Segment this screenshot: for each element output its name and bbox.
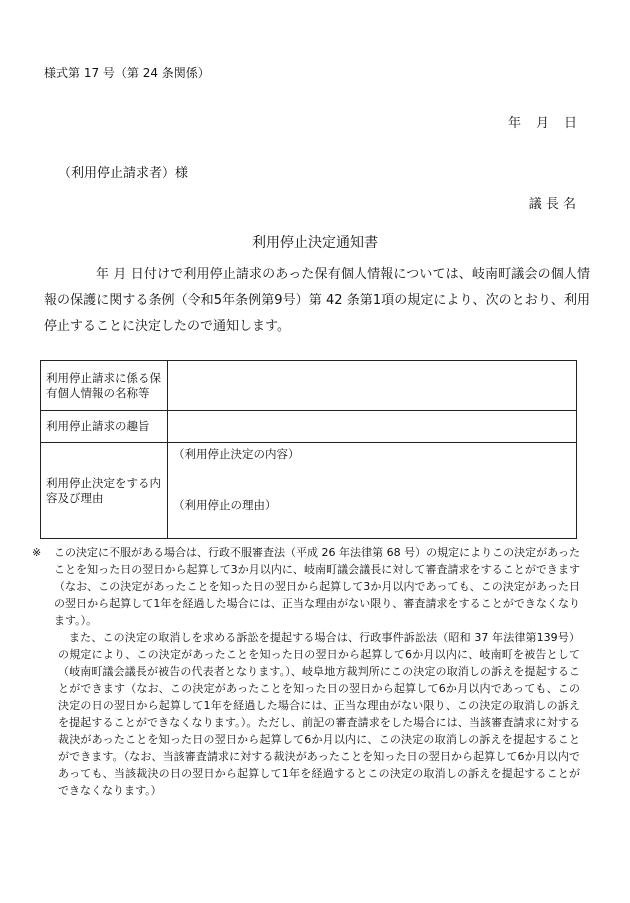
requester-name: （利用停止請求者）様 bbox=[58, 166, 189, 181]
row-label-info-name: 利用停止請求に係る保有個人情報の名称等 bbox=[41, 361, 168, 411]
form-number: 様式第 17 号（第 24 条関係） bbox=[44, 66, 210, 80]
table-row bbox=[41, 411, 577, 443]
chair-name: 議 長 名 bbox=[528, 197, 576, 212]
row-label-purpose: 利用停止請求の趣旨 bbox=[41, 411, 168, 443]
date-line: 年 月 日 bbox=[507, 116, 578, 131]
document-title: 利用停止決定通知書 bbox=[252, 235, 378, 251]
table-row bbox=[41, 361, 577, 411]
notes-section bbox=[32, 544, 580, 799]
note-lawsuit: また、この決定の取消しを求める訴訟を提起する場合は、行政事件訴訟法（昭和 37 年法律第139号）の規定により、この決定があったことを知った日の翌日から起算して6か月以内に、岐南町を被告として（岐南町議会議長が被告の代表者となります。）、岐阜地方裁判所にこの決定の取消しの訴えを提起することができます（なお、この決定があったことを知った日の翌日から起算して6か月以内であっても、この決定の日の翌日から起算して1年を経過した場合には、正当な理由がない限り、この決定の取消しの訴えを提起することができなくなります。）。ただし、前記の審査請求をした場合には、当該審査請求に対する裁決があったことを知った日の翌日から起算して6か月以内に、この決定の取消しの訴えを提起することができます。（なお、当該審査請求に対する裁決があったことを知った日の翌日から起算して6か月以内であっても、当該裁決の日の翌日から起算して1年を経過するとこの決定の取消しの訴えを提起することができなくなります。） bbox=[58, 631, 580, 797]
table-row bbox=[41, 443, 577, 539]
decision-reason-label: （利用停止の理由） bbox=[173, 497, 277, 512]
note-appeal-text: この決定に不服がある場合は、行政不服審査法（平成 26 年法律第 68 号）の規定によりこの決定があったことを知った日の翌日から起算して3か月以内に、岐南町議会議長に対して審査請求をすることができます（なお、この決定があったことを知った日の翌日から起算して3か月以内であっても、この決定があった日の翌日から起算して1年を経過した場合には、正当な理由がない限り、審査請求をすることができなくなります。）。 bbox=[54, 546, 580, 627]
row-value-decision bbox=[168, 443, 577, 539]
note-appeal bbox=[32, 544, 580, 629]
row-value-purpose bbox=[168, 411, 577, 443]
decision-content-label: （利用停止決定の内容） bbox=[173, 446, 300, 461]
body-paragraph: 年 月 日付けで利用停止請求のあった保有個人情報については、岐南町議会の個人情報の保護に関する条例（令和5年条例第9号）第 42 条第1項の規定により、次のとおり、利用停止することに決定したので通知します。 bbox=[44, 267, 590, 334]
row-label-decision: 利用停止決定をする内容及び理由 bbox=[41, 443, 168, 539]
row-value-info-name bbox=[168, 361, 577, 411]
info-table bbox=[40, 360, 577, 539]
note-mark: ※ bbox=[32, 546, 42, 559]
